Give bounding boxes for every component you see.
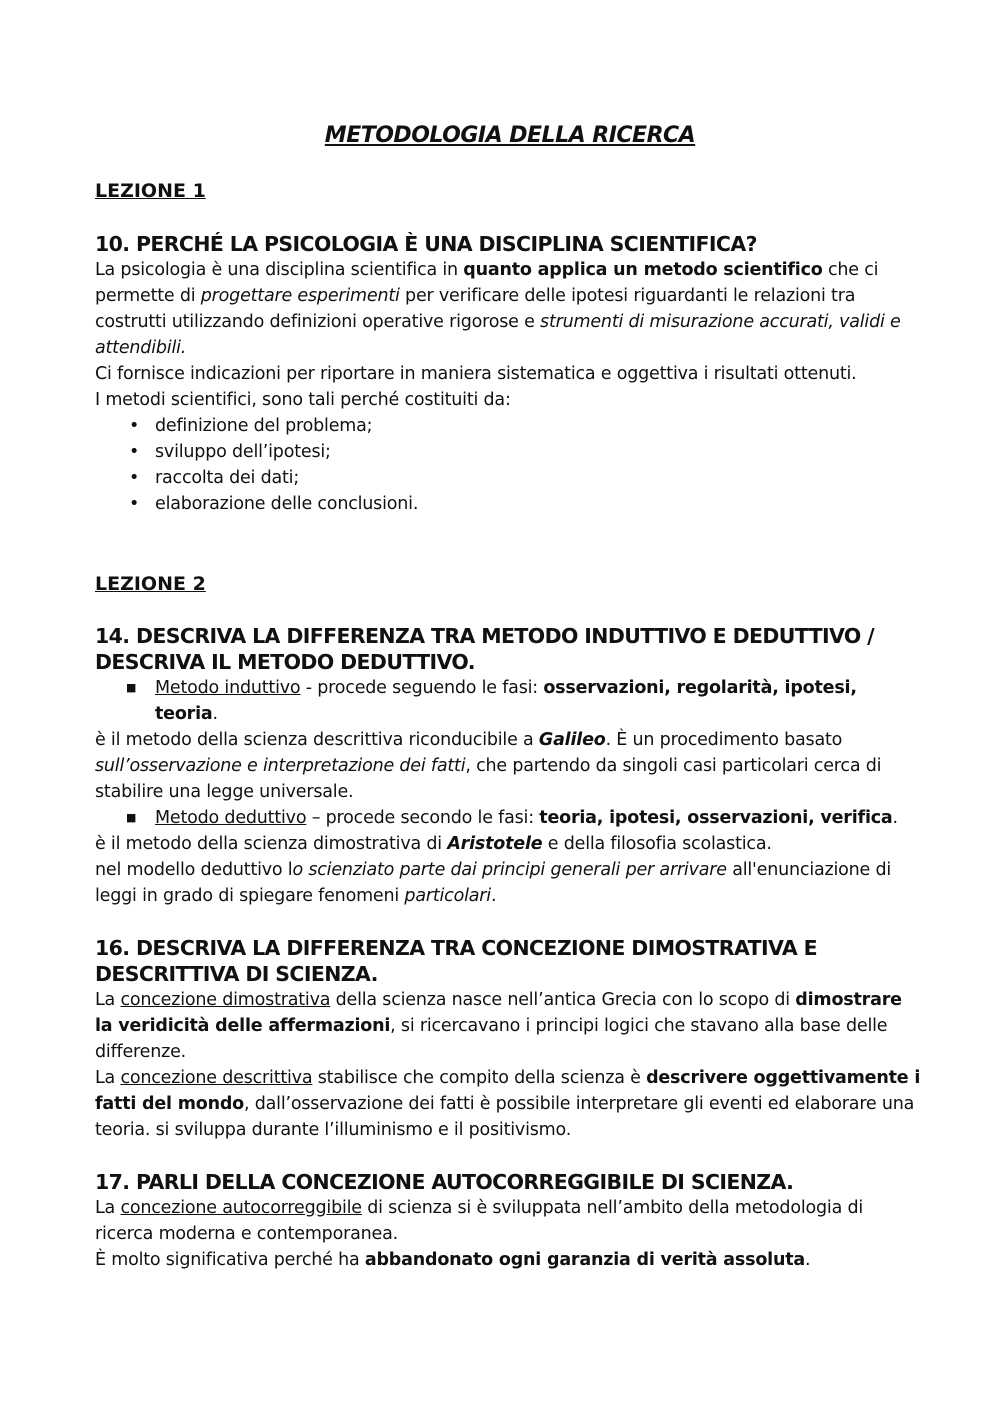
- question-10-title: 10. PERCHÉ LA PSICOLOGIA È UNA DISCIPLINA SCIENTIFICA?: [95, 232, 757, 256]
- lesson-2-heading: LEZIONE 2: [95, 573, 206, 595]
- list-item: • elaborazione delle conclusioni.: [95, 491, 925, 517]
- bullet-icon: •: [129, 442, 140, 462]
- question-17-title: 17. PARLI DELLA CONCEZIONE AUTOCORREGGIBILE DI SCIENZA.: [95, 1170, 794, 1194]
- deductive-method-label: Metodo deduttivo: [155, 808, 307, 828]
- bullet-icon: •: [129, 494, 140, 514]
- deductive-method-item: ■ Metodo deduttivo – procede secondo le fasi: teoria, ipotesi, osservazioni, verifica.: [95, 805, 925, 831]
- bullet-icon: •: [129, 416, 140, 436]
- list-item: • sviluppo dell’ipotesi;: [95, 439, 925, 465]
- deductive-model-paragraph: nel modello deduttivo lo scienziato parte dai principi generali per arrivare all'enunciazione di leggi in grado di spiegare fenomeni particolari.: [95, 860, 892, 906]
- lesson-1-heading: LEZIONE 1: [95, 180, 206, 202]
- inductive-method-label: Metodo induttivo: [155, 678, 301, 698]
- document-page: [95, 112, 925, 1273]
- inductive-method-description: è il metodo della scienza descrittiva riconducibile a Galileo. È un procedimento basato sull’osservazione e interpretazione dei fatti, che partendo da singoli casi particolari cerca di stabilire una legge universale.: [95, 730, 882, 802]
- question-17-paragraph-1: La concezione autocorreggibile di scienza si è sviluppata nell’ambito della metodologia di ricerca moderna e contemporanea.: [95, 1198, 864, 1244]
- question-16-paragraph-2: La concezione descrittiva stabilisce che compito della scienza è descrivere oggettivamente i fatti del mondo, dall’osservazione dei fatti è possibile interpretare gli eventi ed elaborare una teoria. si sviluppa durante l’illuminismo e il positivismo.: [95, 1068, 921, 1140]
- question-17-paragraph-2: È molto significativa perché ha abbandonato ogni garanzia di verità assoluta.: [95, 1250, 811, 1270]
- question-16-paragraph-1: La concezione dimostrativa della scienza nasce nell’antica Grecia con lo scopo di dimostrare la veridicità delle affermazioni, si ricercavano i principi logici che stavano alla base delle differenze.: [95, 990, 902, 1062]
- list-item: • raccolta dei dati;: [95, 465, 925, 491]
- inductive-method-item: ■ Metodo induttivo - procede seguendo le fasi: osservazioni, regolarità, ipotesi, teoria.: [95, 675, 925, 727]
- question-14: [95, 623, 925, 909]
- square-bullet-icon: ■: [126, 681, 137, 694]
- question-14-title: 14. DESCRIVA LA DIFFERENZA TRA METODO INDUTTIVO E DEDUTTIVO / DESCRIVA IL METODO DEDUTTIVO.: [95, 624, 875, 674]
- question-10: [95, 231, 925, 517]
- deductive-method-description: è il metodo della scienza dimostrativa di Aristotele e della filosofia scolastica.: [95, 834, 772, 854]
- question-10-paragraph-3: I metodi scientifici, sono tali perché costituiti da:: [95, 390, 511, 410]
- question-16: [95, 935, 925, 1143]
- question-10-paragraph-1: La psicologia è una disciplina scientifica in quanto applica un metodo scientifico che ci permette di progettare esperimenti per verificare delle ipotesi riguardanti le relazioni tra costrutti utilizzando definizioni operative rigorose e strumenti di misurazione accurati, validi e attendibili.: [95, 260, 901, 358]
- question-16-title: 16. DESCRIVA LA DIFFERENZA TRA CONCEZIONE DIMOSTRATIVA E DESCRITTIVA DI SCIENZA.: [95, 936, 817, 986]
- bullet-icon: •: [129, 468, 140, 488]
- scientific-method-steps-list: [95, 413, 925, 517]
- list-item: • definizione del problema;: [95, 413, 925, 439]
- square-bullet-icon: ■: [126, 811, 137, 824]
- question-17: [95, 1169, 925, 1273]
- document-title: METODOLOGIA DELLA RICERCA: [324, 123, 696, 148]
- question-10-paragraph-2: Ci fornisce indicazioni per riportare in maniera sistematica e oggettiva i risultati ottenuti.: [95, 364, 857, 384]
